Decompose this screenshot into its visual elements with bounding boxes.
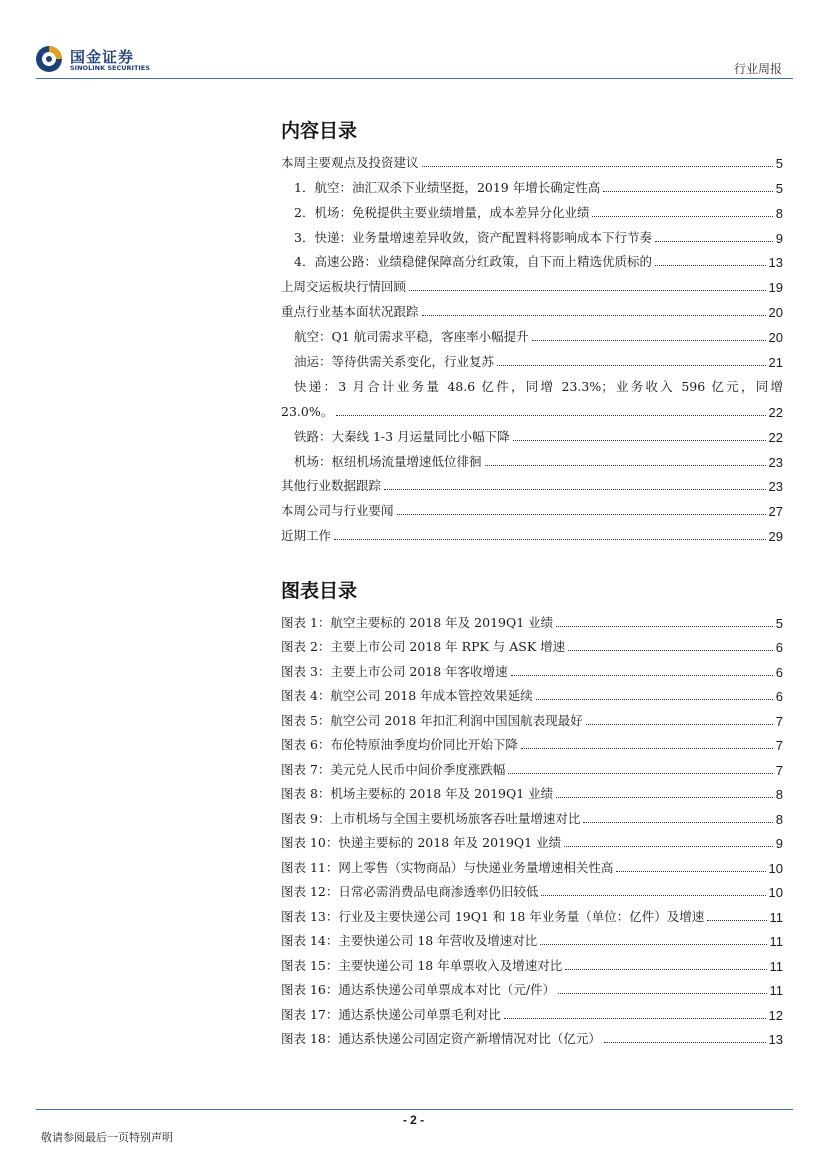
toc-entry-wrapped[interactable]: [281, 370, 783, 395]
toc-entry[interactable]: [281, 246, 783, 271]
leader-dots: [592, 216, 772, 217]
toc-entry[interactable]: [281, 494, 783, 519]
chart-entry-text: 图表 17：通达系快递公司单票毛利对比: [281, 1006, 501, 1022]
chart-entry-text: 图表 18：通达系快递公司固定资产新增情况对比（亿元）: [281, 1031, 601, 1046]
toc-entry-text: 4．高速公路：业绩稳健保障高分红政策，自下而上精选优质标的: [294, 254, 652, 270]
leader-dots: [536, 699, 773, 700]
chart-entry-page: 11: [769, 983, 783, 998]
leader-dots: [513, 440, 766, 441]
leader-dots: [603, 191, 773, 192]
chart-entry-page: 7: [775, 738, 783, 753]
chart-entry-page: 7: [775, 713, 783, 729]
chart-entry[interactable]: [281, 606, 783, 631]
toc-entry[interactable]: [281, 345, 783, 370]
toc-entry-page: 21: [768, 355, 783, 371]
chart-entry-text: 图表 9：上市机场与全国主要机场旅客吞吐量增速对比: [281, 810, 581, 826]
toc-entry-page: 5: [775, 180, 783, 196]
chart-entry-page: 7: [775, 762, 783, 778]
toc-entry-continuation[interactable]: [281, 395, 783, 420]
leader-dots: [556, 797, 773, 798]
leader-dots: [655, 265, 766, 266]
leader-dots: [583, 822, 772, 823]
chart-entry-page: 10: [768, 860, 783, 876]
toc-entry-text: 其他行业数据跟踪: [281, 478, 382, 494]
toc-entry-page: 13: [768, 255, 783, 271]
toc-entry[interactable]: [281, 320, 783, 345]
toc-entry[interactable]: [281, 146, 783, 171]
leader-dots: [397, 514, 766, 515]
leader-dots: [707, 920, 766, 921]
leader-dots: [541, 895, 765, 896]
leader-dots: [422, 315, 766, 316]
chart-entry-page: 6: [775, 664, 783, 680]
chart-entry[interactable]: [281, 802, 783, 827]
chart-entry[interactable]: [281, 655, 783, 680]
chart-entry[interactable]: [281, 631, 783, 656]
toc-entry[interactable]: [281, 196, 783, 221]
chart-entry[interactable]: [281, 900, 783, 925]
chart-entry-text: 图表 2：主要上市公司 2018 年 RPK 与 ASK 增速: [281, 639, 566, 654]
chart-entry-text: 图表 12：日常必需消费品电商渗透率仍旧较低: [281, 884, 539, 899]
chart-entry-page: 8: [775, 811, 783, 827]
chart-entry-text: 图表 11：网上零售（实物商品）与快递业务量增速相关性高: [281, 859, 614, 875]
toc-entry-page: 20: [768, 305, 783, 321]
chart-entry-text: 图表 14：主要快递公司 18 年营收及增速对比: [281, 933, 538, 948]
page-number: - 2 -: [402, 1113, 425, 1127]
chart-entry-text: 图表 15：主要快递公司 18 年单票收入及增速对比: [281, 957, 563, 973]
footer-divider: [36, 1109, 793, 1110]
chart-entry-text: 图表 16：通达系快递公司单票成本对比（元/件）: [281, 982, 556, 997]
chart-entry-page: 6: [775, 640, 783, 655]
leader-dots: [532, 340, 766, 341]
chart-entry[interactable]: [281, 925, 783, 950]
toc-entry-text: 本周公司与行业要闻: [281, 503, 394, 519]
chart-entry-page: 10: [768, 885, 783, 900]
leader-dots: [422, 166, 773, 167]
toc-entry[interactable]: [281, 270, 783, 295]
toc-entry-page: 19: [768, 280, 783, 296]
chart-entry-text: 图表 7：美元兑人民币中间价季度涨跌幅: [281, 761, 506, 777]
leader-dots: [521, 748, 773, 749]
leader-dots: [334, 539, 766, 540]
logo-text-cn: 国金证券: [70, 48, 135, 66]
leader-dots: [384, 489, 766, 490]
chart-entry-page: 9: [775, 836, 783, 851]
chart-entry[interactable]: [281, 827, 783, 852]
chart-entry-page: 8: [775, 787, 783, 802]
header-divider: [36, 78, 793, 79]
chart-entry-page: 11: [769, 909, 783, 925]
chart-entry[interactable]: [281, 729, 783, 754]
chart-entry-text: 图表 3：主要上市公司 2018 年客收增速: [281, 663, 508, 679]
chart-entry-text: 图表 10：快递主要标的 2018 年及 2019Q1 业绩: [281, 835, 562, 850]
toc-entry-page: 22: [768, 429, 783, 445]
chart-entry[interactable]: [281, 974, 783, 999]
chart-entry-text: 图表 8：机场主要标的 2018 年及 2019Q1 业绩: [281, 786, 554, 801]
toc-entry-page: 9: [775, 230, 783, 246]
charts-list: [281, 606, 783, 1047]
leader-dots: [655, 241, 773, 242]
leader-dots: [556, 626, 773, 627]
chart-entry[interactable]: [281, 876, 783, 901]
chart-entry-text: 图表 1：航空主要标的 2018 年及 2019Q1 业绩: [281, 614, 554, 630]
charts-title: 图表目录: [281, 580, 358, 602]
toc-entry-text: 1．航空：油汇双杀下业绩坚挺，2019 年增长确定性高: [294, 179, 601, 195]
toc-entry[interactable]: [281, 470, 783, 495]
chart-entry[interactable]: [281, 680, 783, 705]
sinolink-logo-icon: [34, 44, 64, 74]
toc-entry[interactable]: [281, 295, 783, 320]
chart-entry[interactable]: [281, 753, 783, 778]
toc-entry-text: 近期工作: [281, 528, 332, 544]
leader-dots: [540, 944, 766, 945]
toc-entry[interactable]: [281, 420, 783, 445]
toc-entry-text: 本周主要观点及投资建议: [281, 154, 419, 170]
toc-entry-page: 27: [768, 504, 783, 520]
toc-entry-text: 上周交运板块行情回顾: [281, 279, 407, 295]
toc-entry-page: 8: [775, 205, 783, 221]
leader-dots: [485, 465, 766, 466]
leader-dots: [409, 290, 766, 291]
toc-entry-text: 油运：等待供需关系变化，行业复苏: [294, 354, 495, 370]
chart-entry-page: 11: [769, 934, 783, 949]
contents-list: [281, 146, 783, 544]
toc-entry-page: 23: [768, 454, 783, 470]
toc-entry-page: 22: [768, 404, 783, 420]
toc-entry-text: 2．机场：免税提供主要业绩增量，成本差异分化业绩: [294, 204, 590, 220]
chart-entry[interactable]: [281, 1023, 783, 1048]
chart-entry-text: 图表 5：航空公司 2018 年扣汇利润中国国航表现最好: [281, 712, 583, 728]
toc-entry-text: 机场：枢纽机场流量增速低位徘徊: [294, 453, 482, 469]
chart-entry-page: 13: [768, 1032, 783, 1047]
toc-entry-page: 5: [775, 155, 783, 171]
chart-entry-text: 图表 4：航空公司 2018 年成本管控效果延续: [281, 688, 533, 703]
report-type-label: 行业周报: [733, 62, 782, 76]
chart-entry[interactable]: [281, 851, 783, 876]
chart-entry-page: 12: [768, 1007, 783, 1023]
leader-dots: [564, 846, 773, 847]
leader-dots: [558, 993, 766, 994]
leader-dots: [497, 365, 766, 366]
leader-dots: [504, 1018, 766, 1019]
toc-entry-text: 快递：3 月合计业务量 48.6 亿件，同增 23.3%；业务收入 596 亿元，同增: [294, 378, 783, 394]
leader-dots: [604, 1042, 766, 1043]
chart-entry[interactable]: [281, 778, 783, 803]
toc-entry-page: 23: [768, 479, 783, 495]
toc-entry-text: 铁路：大秦线 1-3 月运量同比小幅下降: [294, 428, 510, 444]
toc-entry[interactable]: [281, 221, 783, 246]
chart-entry[interactable]: [281, 704, 783, 729]
leader-dots: [616, 871, 765, 872]
toc-entry-page: 29: [768, 529, 783, 545]
toc-entry-text: 重点行业基本面状况跟踪: [281, 304, 419, 320]
leader-dots: [511, 675, 773, 676]
chart-entry-text: 图表 6：布伦特原油季度均价同比开始下降: [281, 737, 518, 752]
leader-dots: [568, 650, 773, 651]
leader-dots: [565, 969, 766, 970]
toc-entry[interactable]: [281, 445, 783, 470]
chart-entry-page: 5: [775, 615, 783, 631]
toc-entry-text: 23.0%。: [281, 403, 334, 419]
contents-title: 内容目录: [281, 120, 358, 142]
toc-entry-text: 航空：Q1 航司需求平稳，客座率小幅提升: [294, 329, 529, 345]
chart-entry-page: 6: [775, 689, 783, 704]
toc-entry-text: 3．快递：业务量增速差异收敛，资产配置料将影响成本下行节奏: [294, 229, 652, 245]
toc-entry[interactable]: [281, 171, 783, 196]
chart-entry-text: 图表 13：行业及主要快递公司 19Q1 和 18 年业务量（单位：亿件）及增速: [281, 908, 705, 924]
toc-entry-page: 20: [768, 330, 783, 346]
chart-entry[interactable]: [281, 949, 783, 974]
leader-dots: [508, 773, 772, 774]
disclaimer-note: 敬请参阅最后一页特别声明: [41, 1131, 173, 1144]
chart-entry[interactable]: [281, 998, 783, 1023]
leader-dots: [586, 724, 773, 725]
logo-text-en: SINOLINK SECURITIES: [70, 64, 150, 72]
company-logo: [34, 44, 154, 74]
chart-entry-page: 11: [769, 958, 783, 974]
toc-entry[interactable]: [281, 519, 783, 544]
leader-dots: [336, 415, 765, 416]
